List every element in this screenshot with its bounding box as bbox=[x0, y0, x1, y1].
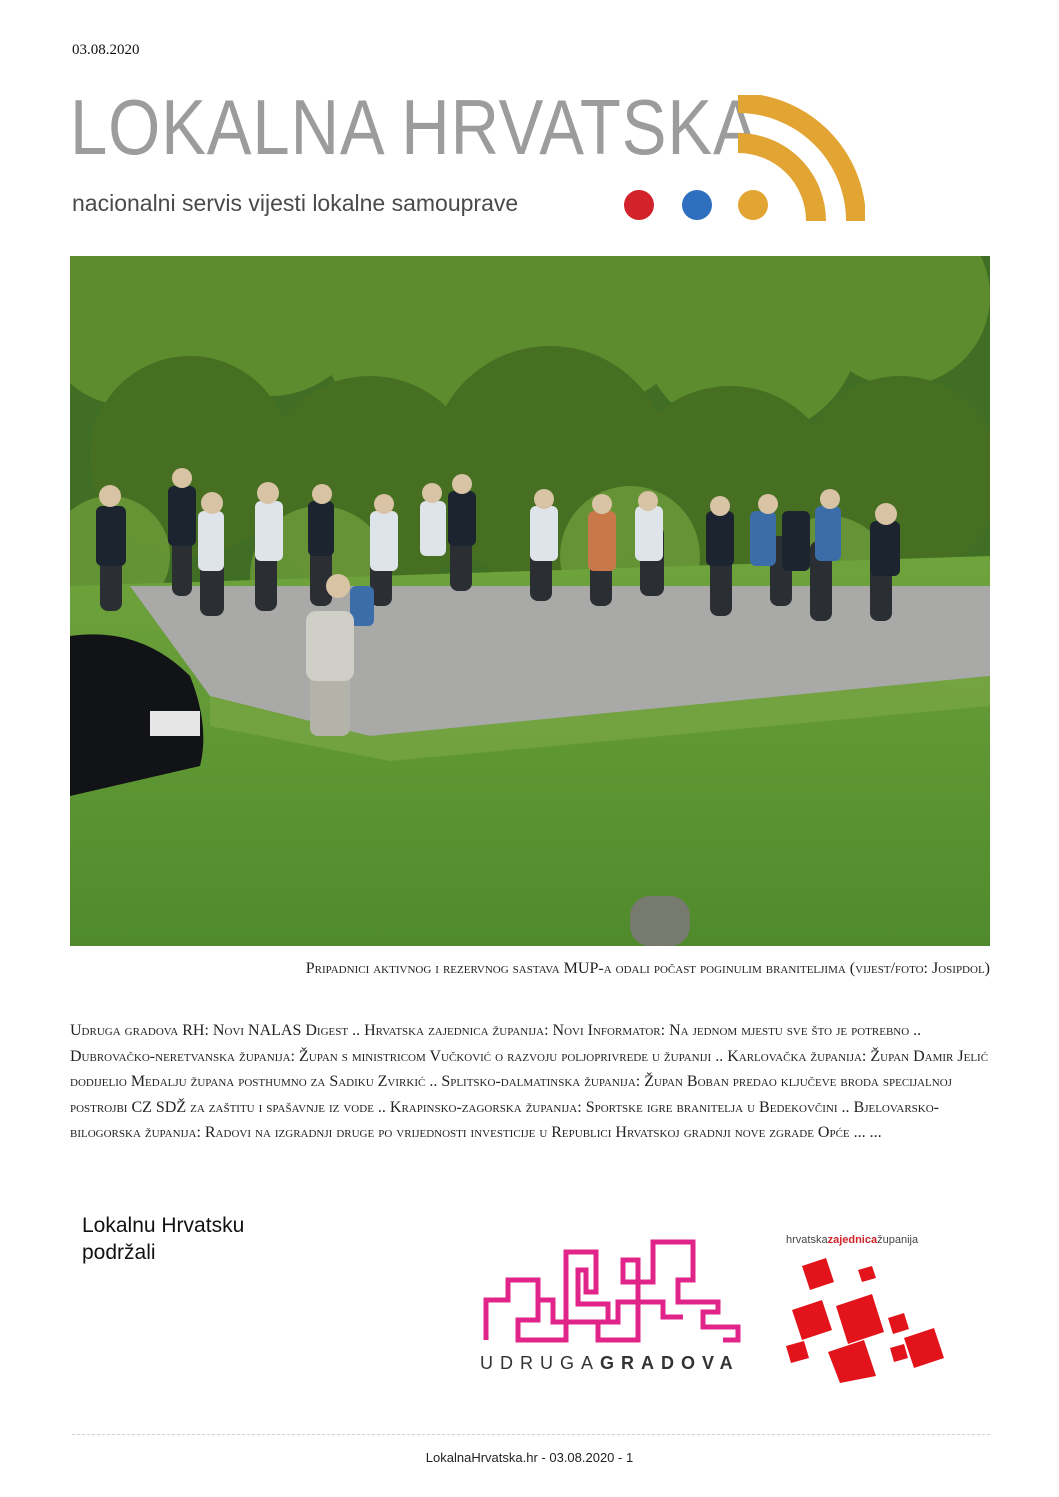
page-footer: LokalnaHrvatska.hr - 03.08.2020 - 1 bbox=[425, 1450, 634, 1465]
logo-red-dot bbox=[624, 190, 654, 220]
logo-blue-dot bbox=[682, 190, 712, 220]
footer-divider bbox=[72, 1434, 990, 1435]
rss-icon bbox=[730, 95, 865, 225]
photo-caption: Pripadnici aktivnog i rezervnog sastava MUP-a odali počast poginulim braniteljima (vijest/foto: Josipdol) bbox=[305, 960, 990, 977]
news-summary: Udruga gradova RH: Novi NALAS Digest .. Hrvatska zajednica županija: Novi Informator: Na jednom mjestu sve što je potrebno .. Dubrovačko-neretvanska županija: Župan s ministricom Vučković o razvoju poljoprivrede u županiji .. Karlovačka županija: Župan Damir Jelić dodijelio Medalju župana posthumno za Sadiku Zvirkić .. Splitsko-dalmatinska županija: Župan Boban predao ključeve broda specijalnoj postrojbi CZ SDŽ za zaštitu i spašavnje iz vode .. Krapinsko-zagorska županija: Sportske igre branitelja u Bedekovčini .. Bjelovarsko-bilogorska županija: Radovi na izgradnji druge po vrijednosti investicije u Republici Hrvatskoj gradnji nove zgrade Opće ... ... bbox=[70, 1022, 989, 1141]
news-photo bbox=[70, 256, 990, 946]
site-logo-title: LOKALNA HRVATSKA bbox=[70, 83, 759, 171]
supporters-label bbox=[82, 1212, 342, 1266]
publication-date: 03.08.2020 bbox=[72, 42, 140, 58]
hzz-wordmark: hrvatskazajednicažupanija bbox=[786, 1234, 919, 1246]
supporters-label-line2: podržali bbox=[82, 1241, 156, 1264]
udruga-gradova-wordmark: UDRUGAGRADOVA bbox=[480, 1353, 740, 1373]
supporters-label-line1: Lokalnu Hrvatsku bbox=[82, 1214, 245, 1237]
hzz-logo bbox=[784, 1248, 949, 1383]
site-logo-subtitle: nacionalni servis vijesti lokalne samouprave bbox=[72, 190, 519, 216]
